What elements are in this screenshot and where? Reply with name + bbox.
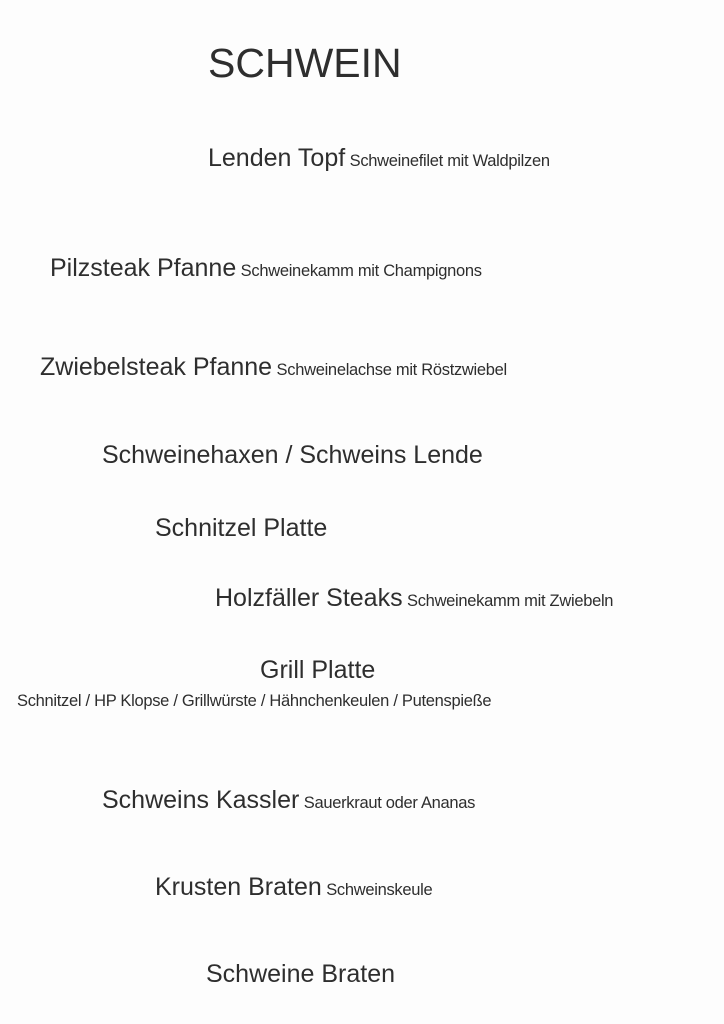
item-name: Schweinehaxen / Schweins Lende: [102, 441, 483, 469]
menu-item: [155, 514, 327, 543]
item-description: Schweinekamm mit Champignons: [240, 262, 482, 280]
menu-item: [208, 144, 550, 173]
item-description: Schweinefilet mit Waldpilzen: [349, 152, 550, 170]
item-description: Sauerkraut oder Ananas: [303, 794, 476, 812]
item-description: Schweinekamm mit Zwiebeln: [407, 592, 614, 610]
menu-item: [40, 353, 507, 382]
item-name: Schweins Kassler: [102, 786, 300, 814]
item-name: Grill Platte: [260, 656, 376, 684]
item-name: Krusten Braten: [155, 873, 322, 901]
menu-item: [102, 786, 475, 815]
page-title: SCHWEIN: [208, 40, 402, 86]
item-name: Zwiebelsteak Pfanne: [40, 353, 273, 381]
item-description: Schweinelachse mit Röstzwiebel: [276, 361, 507, 379]
item-name: Schweine Braten: [206, 960, 396, 988]
item-name: Holzfäller Steaks: [215, 584, 403, 612]
menu-item: [102, 441, 483, 470]
item-name: Lenden Topf: [208, 144, 346, 172]
menu-item: [215, 584, 613, 613]
item-name: Schnitzel Platte: [155, 514, 328, 542]
item-description: Schnitzel / HP Klopse / Grillwürste / Hähnchenkeulen / Putenspieße: [17, 692, 492, 710]
menu-item: [50, 254, 482, 283]
item-description: Schweinskeule: [326, 881, 433, 899]
menu-item: [155, 873, 432, 902]
item-name: Pilzsteak Pfanne: [50, 254, 237, 282]
menu-item: [206, 960, 395, 989]
